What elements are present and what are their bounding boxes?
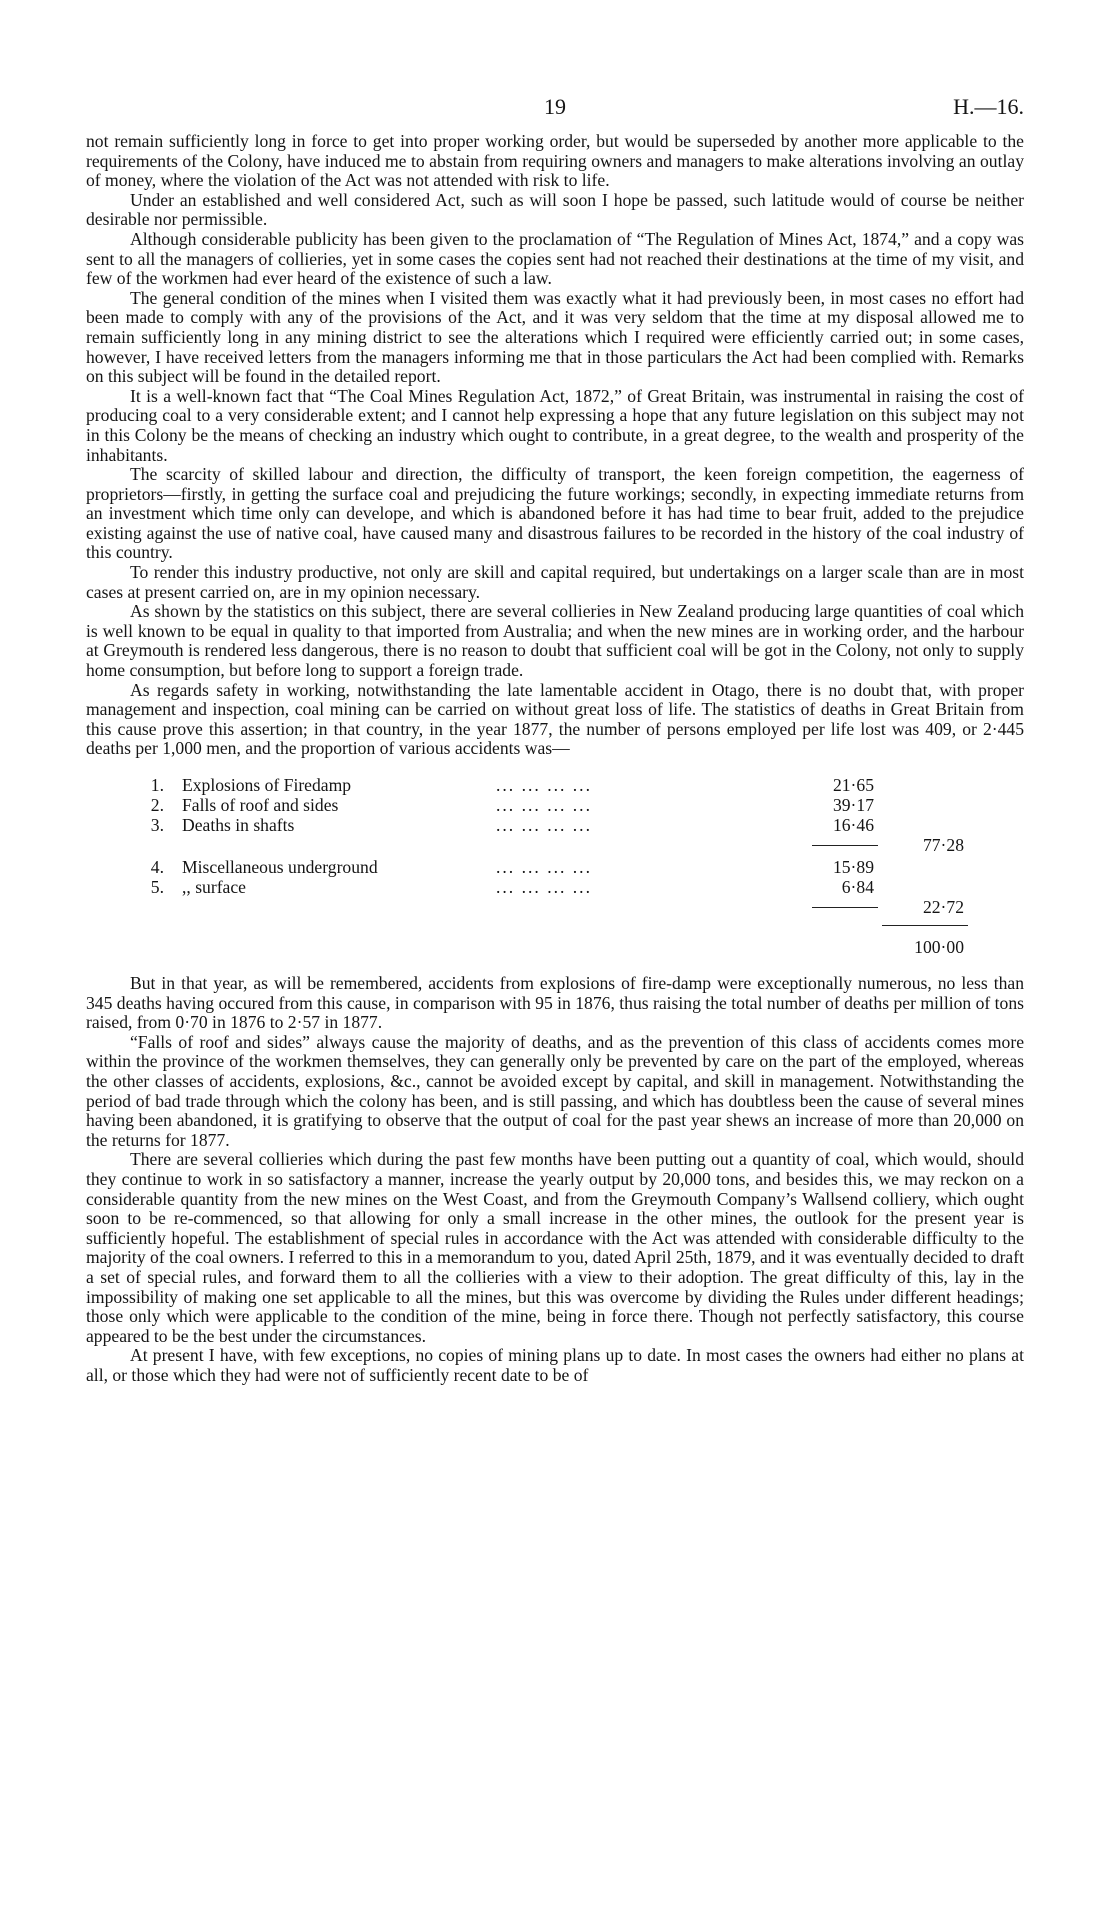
row-number: 5.: [150, 877, 164, 897]
paragraph: Although considerable publicity has been given to the proclamation of “The Regulation of Mines Act, 1874,” and a copy was sent to all the managers of collieries, yet in some cases the copies sent had not reached their destinations at the time of my visit, and few of the workmen had ever heard of the existence of such a law.: [86, 228, 1024, 289]
body-text-top: [86, 132, 1024, 759]
row-value: 39·17: [832, 795, 874, 815]
row-number: 4.: [150, 857, 164, 877]
row-label: Explosions of Firedamp: [182, 775, 352, 795]
table-row: [86, 877, 1024, 897]
row-label: Miscellaneous underground: [182, 857, 378, 877]
table-row: [86, 775, 1024, 795]
page-header: [86, 0, 1024, 132]
row-number: 1.: [150, 775, 164, 795]
row-value: 21·65: [832, 775, 874, 795]
leader-dots: ... ... ... ...: [496, 857, 592, 877]
row-value: 16·46: [832, 815, 874, 835]
paragraph: As regards safety in working, notwithstanding the late lamentable accident in Otago, there is no doubt that, with proper management and inspection, coal mining can be carried on without great loss of life. The statistics of deaths in Great Britain from this cause prove this assertion; in that country, in the year 1877, the number of persons employed per life lost was 409, or 2·445 deaths per 1,000 men, and the proportion of various accidents was—: [86, 679, 1024, 759]
table-row: [86, 857, 1024, 877]
body-text-bottom: [86, 974, 1024, 1385]
leader-dots: ... ... ... ...: [496, 775, 592, 795]
paragraph: The scarcity of skilled labour and direction, the difficulty of transport, the keen foreign competition, the eagerness of proprietors—firstly, in getting the surface coal and prejudicing the future workings; secondly, in expecting immediate returns from an investment which time only can develope, and which is abandoned before it has had time to bear fruit, added to the prejudice existing against the use of native coal, have caused many and disastrous failures to be recorded in the history of the coal industry of this country.: [86, 464, 1024, 563]
row-number: 2.: [150, 795, 164, 815]
leader-dots: ... ... ... ...: [496, 877, 592, 897]
row-value: 6·84: [841, 877, 874, 897]
leader-dots: ... ... ... ...: [496, 795, 592, 815]
paragraph: As shown by the statistics on this subject, there are several collieries in New Zealand producing large quantities of coal which is well known to be equal in quality to that imported from Australia; and when the new mines are in working order, and the harbour at Greymouth is rendered less dangerous, there is no reason to doubt that sufficient coal will be got in the Colony, not only to supply home consumption, but before long to support a foreign trade.: [86, 601, 1024, 681]
page-number: 19: [544, 94, 566, 119]
paragraph: The general condition of the mines when I visited them was exactly what it had previously been, in most cases no effort had been made to comply with any of the provisions of the Act, and it was very seldom that the time at my disposal allowed me to remain sufficiently long in any mining district to see the alterations which I required were efficiently carried out; in some cases, however, I have received letters from the managers informing me that in those particulars the Act had been complied with. Remarks on this subject will be found in the detailed report.: [86, 287, 1024, 387]
paragraph: But in that year, as will be remembered, accidents from explosions of fire-damp were exceptionally numerous, no less than 345 deaths having occured from this cause, in comparison with 95 in 1876, thus raising the total number of deaths per million of tons raised, from 0·70 in 1876 to 2·57 in 1877.: [86, 973, 1024, 1033]
subtotal-value: 77·28: [922, 835, 964, 855]
paragraph: There are several collieries which during the past few months have been putting out a quantity of coal, which would, should they continue to work in so satisfactory a manner, increase the yearly output by 20,000 tons, and besides this, we may reckon on a considerable quantity from the new mines on the West Coast, and from the Greymouth Company’s Wallsend colliery, which ought soon to be re-commenced, so that allowing for only a small increase in the other mines, the outlook for the present year is sufficiently hopeful. The establishment of special rules in accordance with the Act was attended with considerable difficulty to the majority of the coal owners. I referred to this in a memorandum to you, dated April 25th, 1879, and it was eventually decided to draft a set of special rules, and forward them to all the collieries with a view to their adoption. The great difficulty of this, lay in the impossibility of making one set applicable to all the mines, but this was overcome by dividing the Rules under different headings; those only which were applicable to the condition of the mine, being in force there. Though not perfectly satisfactory, this course appeared to be the best under the circumstances.: [86, 1149, 1024, 1346]
row-label: Deaths in shafts: [182, 815, 295, 835]
paragraph: To render this industry productive, not only are skill and capital required, but undertakings on a larger scale than are in most cases at present carried on, are in my opinion necessary.: [86, 562, 1024, 602]
accident-proportion-table: [86, 759, 1024, 974]
total-value: 100·00: [914, 937, 964, 957]
total-row: [86, 937, 1024, 957]
table-row: [86, 795, 1024, 815]
paragraph: not remain sufficiently long in force to get into proper working order, but would be superseded by another more applicable to the requirements of the Colony, have induced me to abstain from requiring owners and managers to make alterations involving an outlay of money, where the violation of the Act was not attended with risk to life.: [86, 131, 1024, 191]
row-value: 15·89: [832, 857, 874, 877]
leader-dots: ... ... ... ...: [496, 815, 592, 835]
subtotal-row: [86, 835, 1024, 855]
row-label: ,, surface: [182, 877, 246, 897]
paragraph: “Falls of roof and sides” always cause the majority of deaths, and as the prevention of this class of accidents comes more within the province of the workmen themselves, they can generally only be prevented by care on the part of the employed, whereas the other classes of accidents, explosions, &c., cannot be avoided except by capital, and skill in management. Notwithstanding the period of bad trade through which the colony has been, and is still passing, and which has doubtless been the cause of several mines having been abandoned, it is gratifying to observe that the output of coal for the past year shews an increase of more than 20,000 on the returns for 1877.: [86, 1031, 1024, 1150]
paragraph: At present I have, with few exceptions, no copies of mining plans up to date. In most cases the owners had either no plans at all, or those which they had were not of sufficiently recent date to be of: [86, 1345, 1024, 1385]
paragraph: It is a well-known fact that “The Coal Mines Regulation Act, 1872,” of Great Britain, was instrumental in raising the cost of producing coal to a very considerable extent; and I cannot help expressing a hope that any future legislation on this subject may not in this Colony be the means of checking an industry which ought to contribute, in a great degree, to the wealth and prosperity of the inhabitants.: [86, 385, 1024, 465]
document-reference: H.—16.: [953, 94, 1024, 119]
row-number: 3.: [150, 815, 164, 835]
table-row: [86, 815, 1024, 835]
total-rule: [882, 925, 968, 926]
paragraph: Under an established and well considered Act, such as will soon I hope be passed, such latitude would of course be neither desirable nor permissible.: [86, 189, 1024, 230]
subtotal-value: 22·72: [922, 897, 964, 917]
row-label: Falls of roof and sides: [182, 795, 339, 815]
subtotal-row: [86, 897, 1024, 917]
